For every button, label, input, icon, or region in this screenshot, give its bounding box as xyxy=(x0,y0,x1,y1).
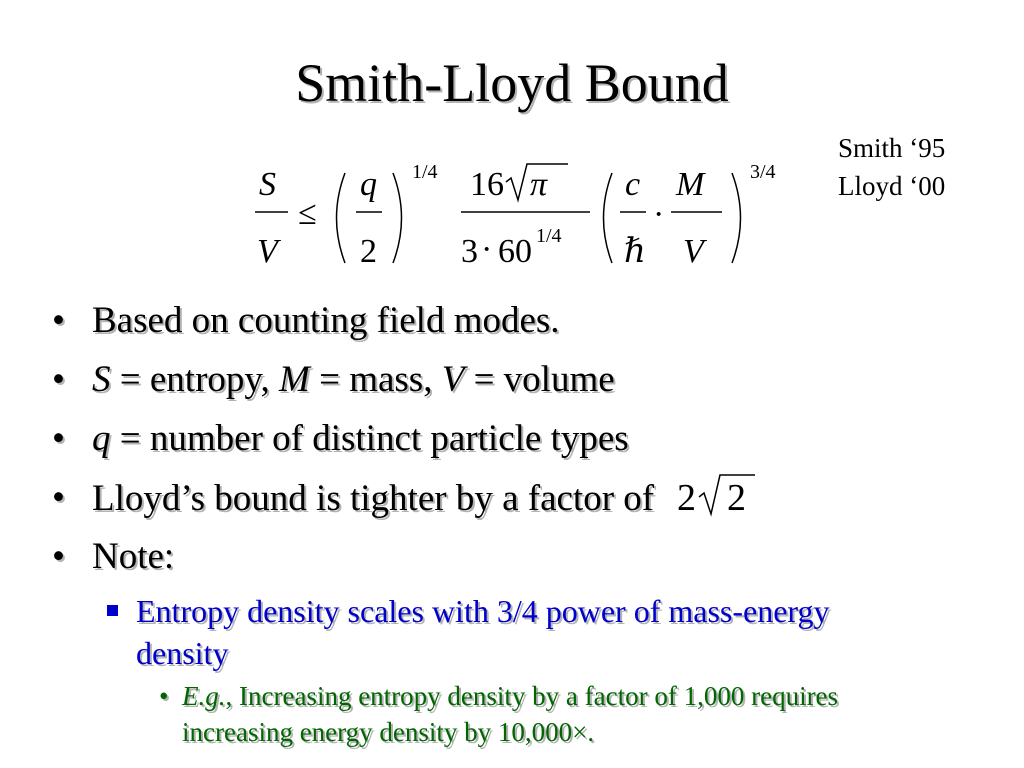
def-volume: = volume xyxy=(464,359,615,400)
formula-coef-den-a: 3 xyxy=(461,233,478,270)
bullet-particle-types xyxy=(52,411,952,470)
formula-cdot: · xyxy=(481,231,493,268)
formula-lhs-num: S xyxy=(259,166,276,203)
bullet-lloyd-factor xyxy=(52,470,952,529)
formula-exp1: 1/4 xyxy=(412,161,438,183)
formula-exp2: 3/4 xyxy=(750,161,776,183)
bullet-marker: • xyxy=(52,300,65,341)
bullet-marker: • xyxy=(52,359,65,400)
example-text: , Increasing entropy density by a factor of 1,000 requires increasing energy density by 10,000×. xyxy=(182,681,839,747)
sub-bullet-entropy-scaling xyxy=(52,590,836,674)
subsub-bullet-example xyxy=(52,678,902,750)
bullet-marker: • xyxy=(52,536,65,577)
example-label: E.g. xyxy=(182,681,226,711)
symbol-v: V xyxy=(441,359,465,400)
def-particle-types: = number of distinct particle types xyxy=(110,418,629,459)
formula-pi: π xyxy=(530,166,548,203)
formula-m-num: M xyxy=(676,166,705,203)
bullet-list xyxy=(52,293,952,750)
formula-coef-den-b: 60 xyxy=(498,233,532,270)
formula-q-num: q xyxy=(360,166,377,203)
bullet-text: Lloyd’s bound is tighter by a factor of xyxy=(92,478,655,519)
def-mass: = mass, xyxy=(309,359,442,400)
bullet-definitions xyxy=(52,352,952,411)
citations xyxy=(838,129,945,205)
formula-cdot-2: · xyxy=(653,196,665,233)
factor-radicand: 2 xyxy=(727,477,747,518)
square-bullet-marker xyxy=(107,605,118,616)
symbol-m: M xyxy=(279,359,310,400)
factor-coef: 2 xyxy=(677,477,697,518)
bullet-text: Based on counting field modes. xyxy=(92,300,560,341)
bullet-field-modes xyxy=(52,293,952,352)
citation-smith: Smith ‘95 xyxy=(838,133,946,163)
bullet-marker: • xyxy=(159,681,169,711)
formula-q-den: 2 xyxy=(360,233,377,270)
slide-title: Smith-Lloyd Bound xyxy=(295,53,729,113)
symbol-q: q xyxy=(92,418,111,459)
bullet-marker: • xyxy=(52,477,65,518)
formula-lhs-den: V xyxy=(257,233,278,270)
formula-relation: ≤ xyxy=(298,195,317,232)
formula-coef-num: 16 xyxy=(470,166,504,203)
factor-2-sqrt-2 xyxy=(677,470,757,518)
def-entropy: = entropy, xyxy=(110,359,279,400)
bullet-text: Note: xyxy=(92,536,175,577)
smith-lloyd-formula xyxy=(250,150,795,280)
formula-m-den: V xyxy=(683,233,704,270)
symbol-s: S xyxy=(92,359,111,400)
bullet-marker: • xyxy=(52,418,65,459)
bullet-note xyxy=(52,529,952,588)
sub-bullet-text: Entropy density scales with 3/4 power of mass-energy density xyxy=(136,593,830,671)
citation-lloyd: Lloyd ‘00 xyxy=(838,171,946,201)
formula-c-den: ℏ xyxy=(624,233,646,270)
formula-coef-den-exp: 1/4 xyxy=(536,225,562,247)
formula-c-num: c xyxy=(625,166,641,203)
